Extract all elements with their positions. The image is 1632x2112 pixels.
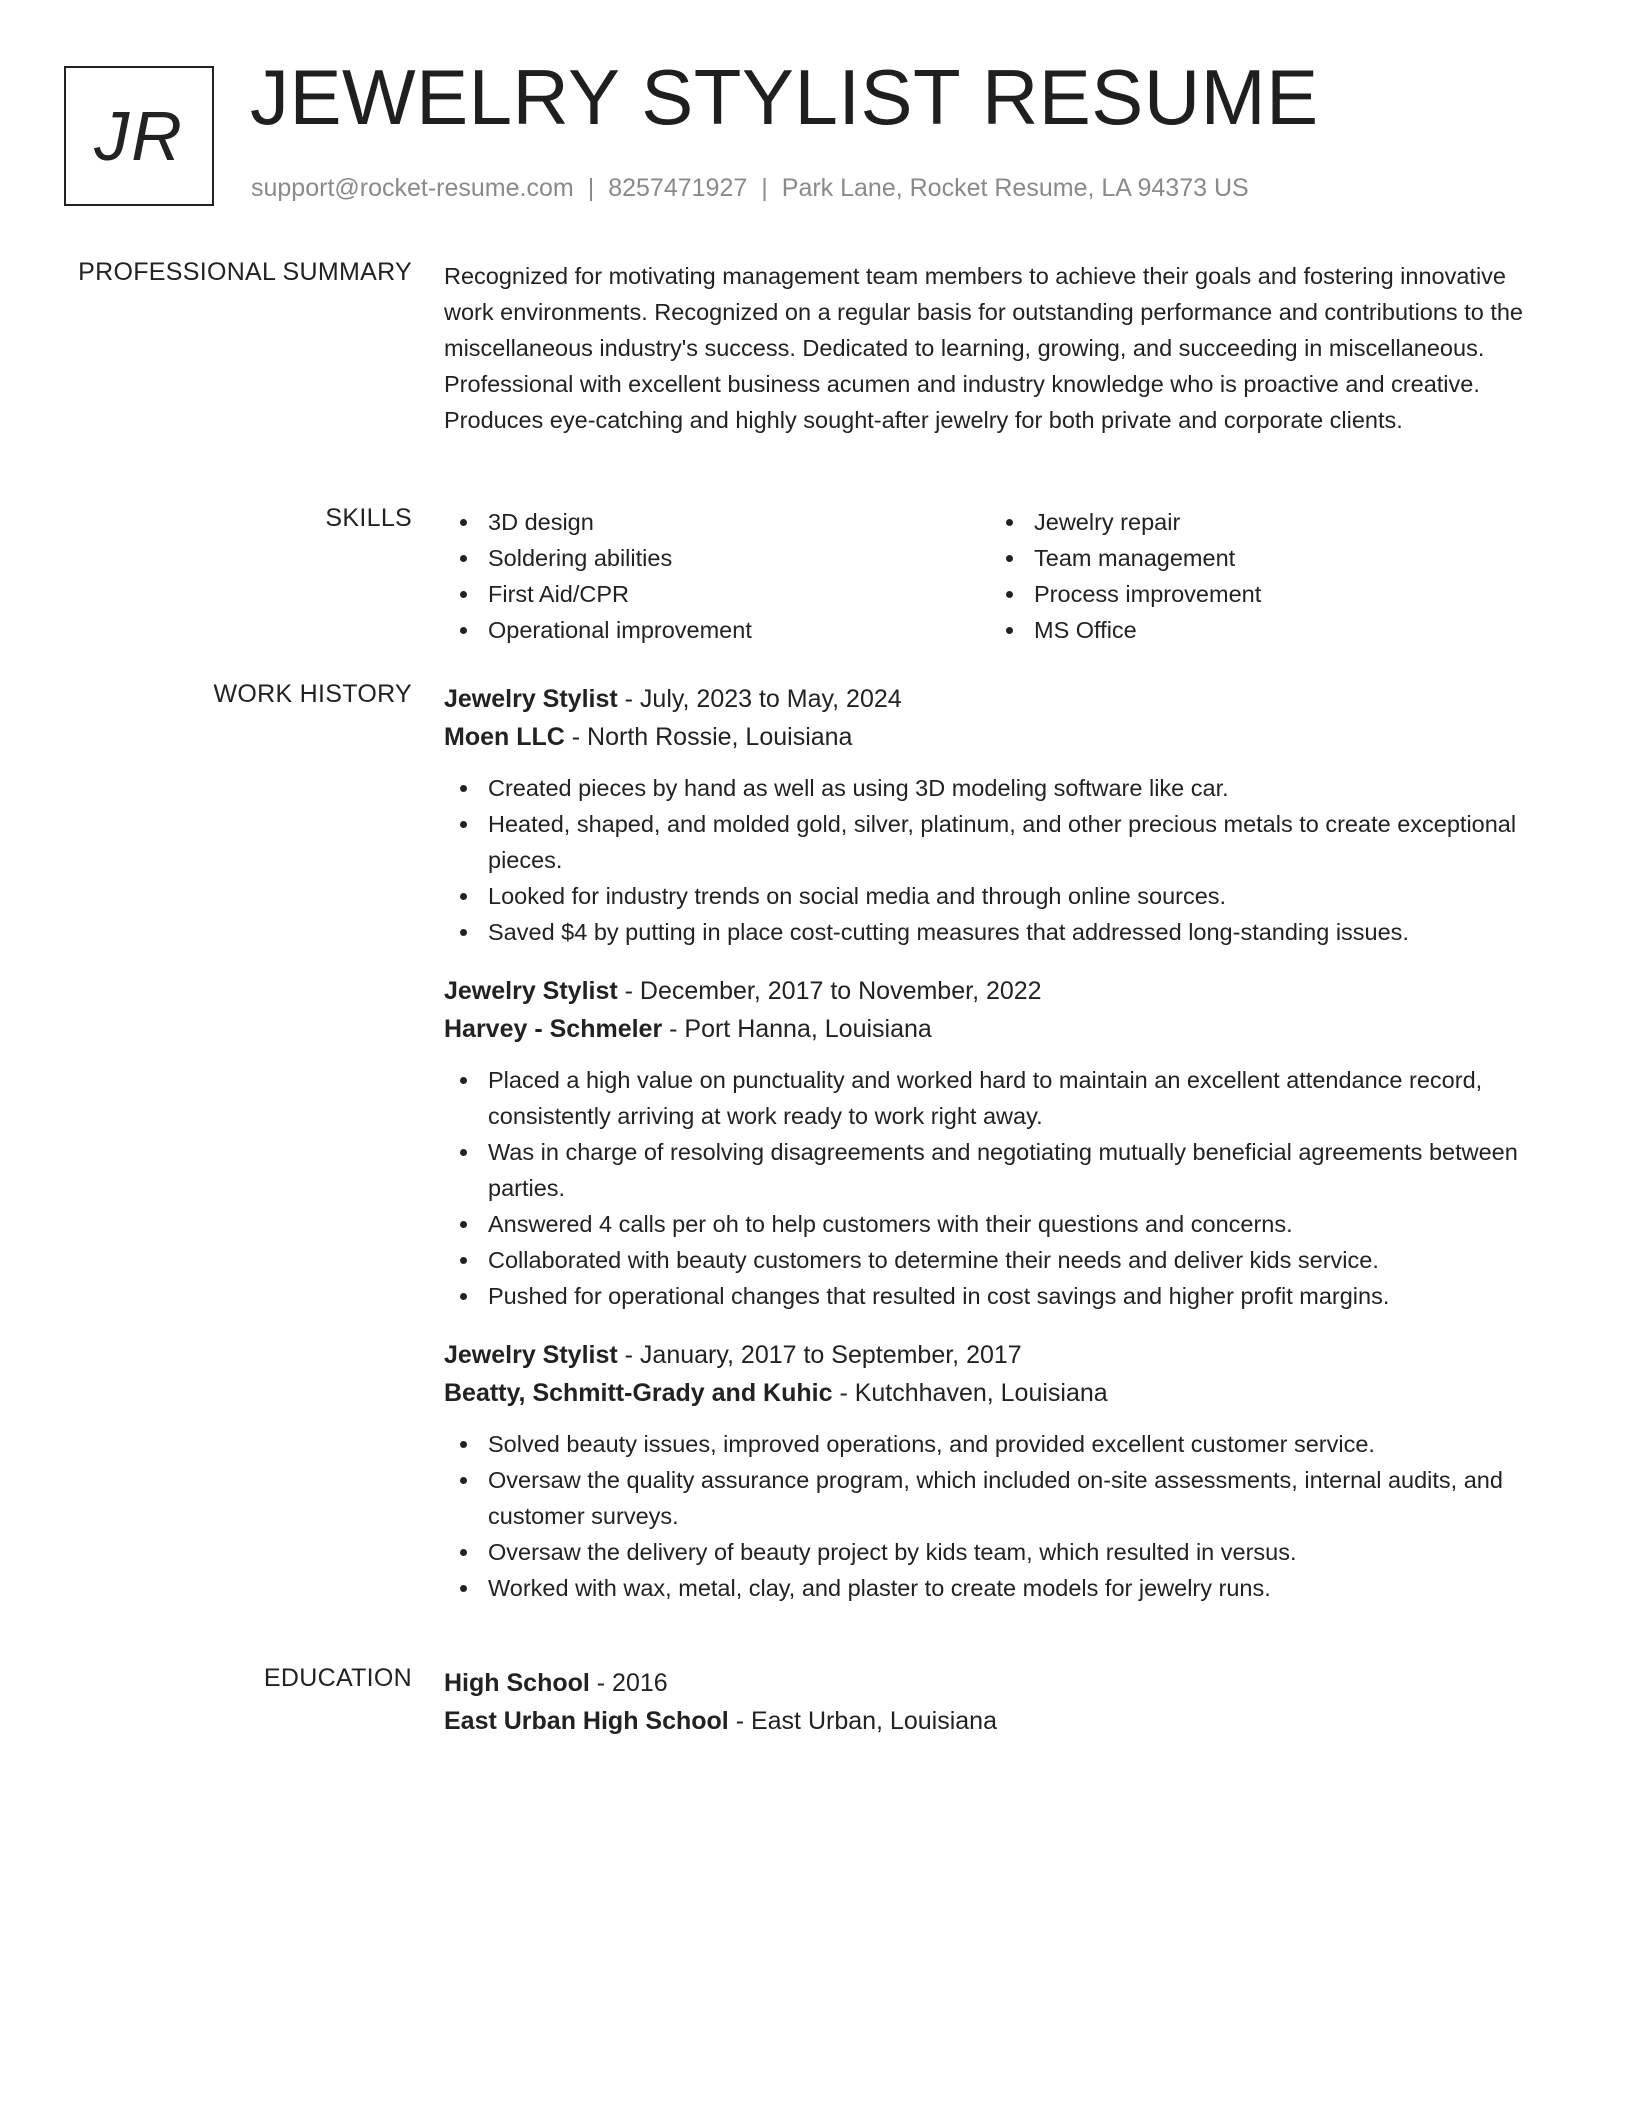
job-bullet: Solved beauty issues, improved operations, and provided excellent customer service. — [444, 1426, 1554, 1462]
job-title: Jewelry Stylist — [444, 685, 618, 713]
education-school: East Urban High School — [444, 1707, 729, 1735]
job-bullet: Created pieces by hand as well as using 3D modeling software like car. — [444, 770, 1554, 806]
education-school-line — [444, 1702, 1554, 1740]
education-degree: High School — [444, 1669, 590, 1697]
skill-item: MS Office — [990, 612, 1536, 648]
job-title-line — [444, 680, 1554, 718]
contact-phone[interactable]: 8257471927 — [608, 174, 748, 202]
job-title-line — [444, 1336, 1554, 1374]
education-heading: EDUCATION — [263, 1664, 412, 1692]
resume-title: JEWELRY STYLIST RESUME — [250, 53, 1319, 141]
skill-item: Operational improvement — [444, 612, 990, 648]
education-location: - East Urban, Louisiana — [728, 1707, 997, 1735]
education-degree-line — [444, 1664, 1554, 1702]
job-bullet: Heated, shaped, and molded gold, silver, platinum, and other precious metals to create exceptional pieces. — [444, 806, 1554, 878]
skill-item: 3D design — [444, 504, 990, 540]
job-bullet: Answered 4 calls per oh to help customers with their questions and concerns. — [444, 1206, 1554, 1242]
job-title: Jewelry Stylist — [444, 1341, 618, 1369]
job-entry — [444, 680, 1554, 950]
job-bullet: Oversaw the quality assurance program, which included on-site assessments, internal audits, and customer surveys. — [444, 1462, 1554, 1534]
job-bullet: Collaborated with beauty customers to determine their needs and deliver kids service. — [444, 1242, 1554, 1278]
job-bullet: Saved $4 by putting in place cost-cutting measures that addressed long-standing issues. — [444, 914, 1554, 950]
job-company-line — [444, 1010, 1554, 1048]
work-history-heading: WORK HISTORY — [213, 680, 412, 708]
job-dates: - July, 2023 to May, 2024 — [617, 685, 902, 713]
job-bullet-list — [444, 1062, 1554, 1314]
job-company: Beatty, Schmitt-Grady and Kuhic — [444, 1379, 833, 1407]
job-location: - North Rossie, Louisiana — [564, 723, 853, 751]
skill-item: First Aid/CPR — [444, 576, 990, 612]
skills-heading: SKILLS — [325, 504, 412, 532]
job-company: Moen LLC — [444, 723, 565, 751]
summary-heading: PROFESSIONAL SUMMARY — [78, 258, 412, 286]
contact-email[interactable]: support@rocket-resume.com — [251, 174, 574, 202]
contact-separator: | — [761, 174, 768, 202]
job-bullet: Was in charge of resolving disagreements and negotiating mutually beneficial agreements between parties. — [444, 1134, 1554, 1206]
job-entry — [444, 972, 1554, 1314]
monogram-badge: JR — [64, 66, 214, 206]
job-title-line — [444, 972, 1554, 1010]
job-bullet: Worked with wax, metal, clay, and plaster to create models for jewelry runs. — [444, 1570, 1554, 1606]
job-company-line — [444, 718, 1554, 756]
skills-list-left — [444, 504, 990, 648]
contact-line — [251, 174, 1249, 203]
job-title: Jewelry Stylist — [444, 977, 618, 1005]
skill-item: Team management — [990, 540, 1536, 576]
job-company: Harvey - Schmeler — [444, 1015, 663, 1043]
summary-text: Recognized for motivating management team members to achieve their goals and fostering innovative work environments. Recognized on a regular basis for outstanding performance and contributions to the miscellaneous industry's success. Dedicated to learning, growing, and succeeding in miscellaneous. Professional with excellent business acumen and industry knowledge who is proactive and creative. Produces eye-catching and highly sought-after jewelry for both private and corporate clients. — [444, 263, 1524, 433]
skill-item: Process improvement — [990, 576, 1536, 612]
job-bullet-list — [444, 770, 1554, 950]
education-year: - 2016 — [589, 1669, 668, 1697]
job-location: - Port Hanna, Louisiana — [662, 1015, 932, 1043]
job-bullet: Oversaw the delivery of beauty project by kids team, which resulted in versus. — [444, 1534, 1554, 1570]
job-entry — [444, 1336, 1554, 1606]
job-bullet: Placed a high value on punctuality and worked hard to maintain an excellent attendance record, consistently arriving at work ready to work right away. — [444, 1062, 1554, 1134]
job-bullet: Pushed for operational changes that resulted in cost savings and higher profit margins. — [444, 1278, 1554, 1314]
skill-item: Soldering abilities — [444, 540, 990, 576]
job-dates: - January, 2017 to September, 2017 — [617, 1341, 1022, 1369]
job-bullet: Looked for industry trends on social media and through online sources. — [444, 878, 1554, 914]
job-location: - Kutchhaven, Louisiana — [832, 1379, 1108, 1407]
contact-address: Park Lane, Rocket Resume, LA 94373 US — [781, 174, 1249, 202]
job-dates: - December, 2017 to November, 2022 — [617, 977, 1042, 1005]
contact-separator: | — [587, 174, 595, 202]
skills-list-right — [990, 504, 1536, 648]
skill-item: Jewelry repair — [990, 504, 1536, 540]
job-bullet-list — [444, 1426, 1554, 1606]
job-company-line — [444, 1374, 1554, 1412]
